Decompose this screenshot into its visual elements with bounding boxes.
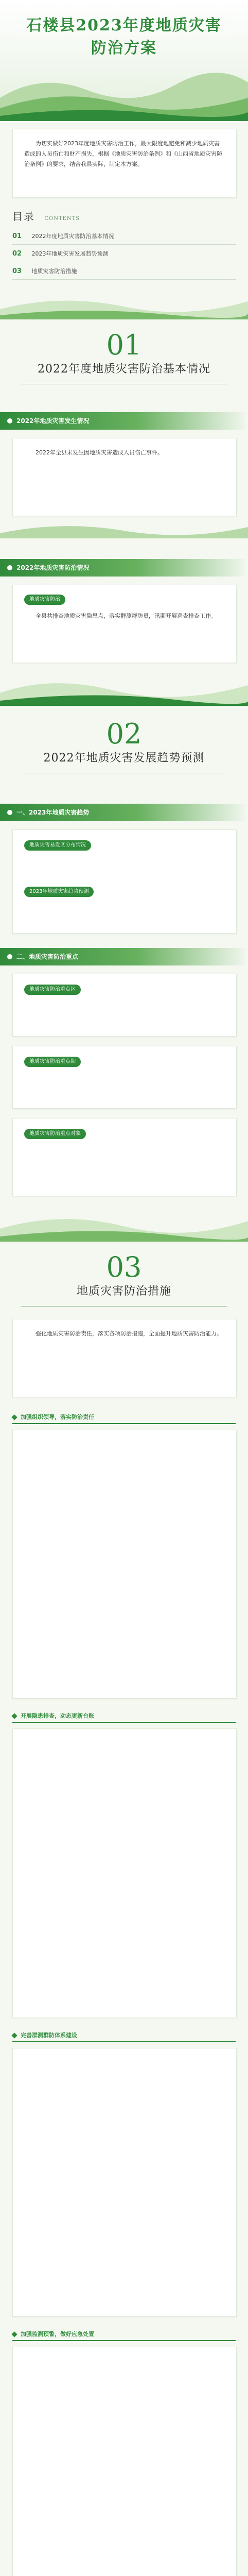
- hills-decoration: [0, 62, 248, 121]
- hero-banner: [0, 0, 248, 121]
- subheading-bar-2: [0, 559, 248, 577]
- section-divider-hills: [0, 1206, 248, 1242]
- section-1-header: [0, 330, 248, 378]
- title-line-2: 防治方案: [91, 39, 157, 57]
- measure-4-panel: [12, 2347, 237, 2576]
- subheading-bar-1: [0, 412, 248, 430]
- toc-item-3[interactable]: [12, 264, 236, 280]
- chip: 地质灾害防治: [24, 595, 65, 605]
- measure-label: 开展隐患排查，动态更新台账: [21, 1713, 94, 1719]
- section-1-panel-1: [12, 438, 237, 516]
- section-2-panel-2: [12, 974, 237, 1037]
- measure-1: [12, 1412, 236, 1424]
- section-2-panel-4: [12, 1118, 237, 1196]
- intro-text: 为切实做好2023年度地质灾害防治工作，最大限度地避免和减少地质灾害造成的人员伤亡和财产损失，根据《地质灾害防治条例》和《山西省地质灾害防治条例》的要求，结合我县实际，制定本方案。: [24, 140, 222, 167]
- section-3-lead: 强化地质灾害防治责任，落实各项防治措施，全面提升地质灾害防治能力。: [36, 1330, 222, 1337]
- measure-label: 加强组织领导，落实防治责任: [21, 1414, 94, 1420]
- section-1-number: 01: [106, 329, 142, 361]
- toc-label: 地质灾害防治措施: [31, 268, 77, 275]
- subheading-label: 2022年地质灾害发生情况: [16, 417, 90, 425]
- section-1-body-2: 全县共排查地质灾害隐患点，落实群测群防员，汛期开展巡查排查工作。: [36, 613, 217, 619]
- section-1-panel-2: [12, 585, 237, 663]
- page-title: [0, 14, 248, 60]
- toc-label: 2022年度地质灾害防治基本情况: [31, 233, 114, 240]
- diamond-icon: [11, 1414, 17, 1420]
- section-2-panel-3: [12, 1046, 237, 1109]
- subheading-bar-4: [0, 948, 248, 965]
- toc-label: 2023年地质灾害发展趋势预测: [31, 250, 109, 257]
- section-3-title: 地质灾害防治措施: [76, 1285, 171, 1298]
- section-2-header: [0, 719, 248, 767]
- toc-subtitle: CONTENTS: [44, 216, 80, 222]
- diamond-icon: [11, 2032, 17, 2038]
- toc-num: 02: [12, 250, 22, 258]
- bullet-icon: [7, 810, 12, 815]
- intro-panel: [12, 129, 237, 198]
- diamond-icon: [11, 2331, 17, 2337]
- divider: [21, 1306, 227, 1307]
- section-3-lead-panel: [12, 1319, 237, 1397]
- subheading-bar-3: [0, 804, 248, 821]
- measure-3-panel: [12, 2048, 237, 2317]
- toc-item-2[interactable]: [12, 246, 236, 262]
- section-2-panel-1: [12, 829, 237, 934]
- hills-decoration: [0, 518, 248, 538]
- subheading-label: 一、2023年地质灾害趋势: [16, 809, 90, 816]
- chip: 2023年地质灾害趋势预测: [24, 887, 94, 897]
- section-2-title: 2022年地质灾害发展趋势预测: [43, 752, 205, 765]
- title-line-1: 石楼县2023年度地质灾害: [26, 16, 222, 35]
- section-3-number: 03: [106, 1251, 142, 1283]
- chip: 地质灾害易发区分布情况: [24, 840, 91, 851]
- chip: 地质灾害防治重点区: [24, 985, 81, 995]
- section-1-body-1: 2022年全县未发生因地质灾害造成人员伤亡事件。: [36, 449, 163, 456]
- section-2-number: 02: [106, 718, 142, 750]
- toc-heading: [12, 208, 80, 223]
- bullet-icon: [7, 418, 12, 423]
- measure-label: 完善群测群防体系建设: [21, 2032, 77, 2039]
- measure-3: [12, 2030, 236, 2042]
- measure-1-panel: [12, 1430, 237, 1699]
- subheading-label: 二、地质灾害防治重点: [16, 953, 79, 960]
- section-divider-hills: [0, 670, 248, 706]
- toc-item-1[interactable]: [12, 229, 236, 245]
- chip: 地质灾害防治重点期: [24, 1057, 81, 1067]
- section-3-header: [0, 1252, 248, 1300]
- measure-2-panel: [12, 1728, 237, 2018]
- toc-num: 01: [12, 232, 22, 240]
- section-1-title: 2022年度地质灾害防治基本情况: [38, 363, 210, 376]
- toc-num: 03: [12, 267, 22, 275]
- section-divider-hills: [0, 289, 248, 319]
- toc-title: 目录: [12, 210, 35, 223]
- measure-label: 加强监测预警，做好应急处置: [21, 2331, 94, 2337]
- measure-4: [12, 2329, 236, 2341]
- bullet-icon: [7, 565, 12, 570]
- subheading-label: 2022年地质灾害防治情况: [16, 564, 90, 571]
- measure-2: [12, 1710, 236, 1723]
- chip: 地质灾害防治重点对象: [24, 1129, 86, 1139]
- diamond-icon: [11, 1713, 17, 1719]
- bullet-icon: [7, 954, 12, 959]
